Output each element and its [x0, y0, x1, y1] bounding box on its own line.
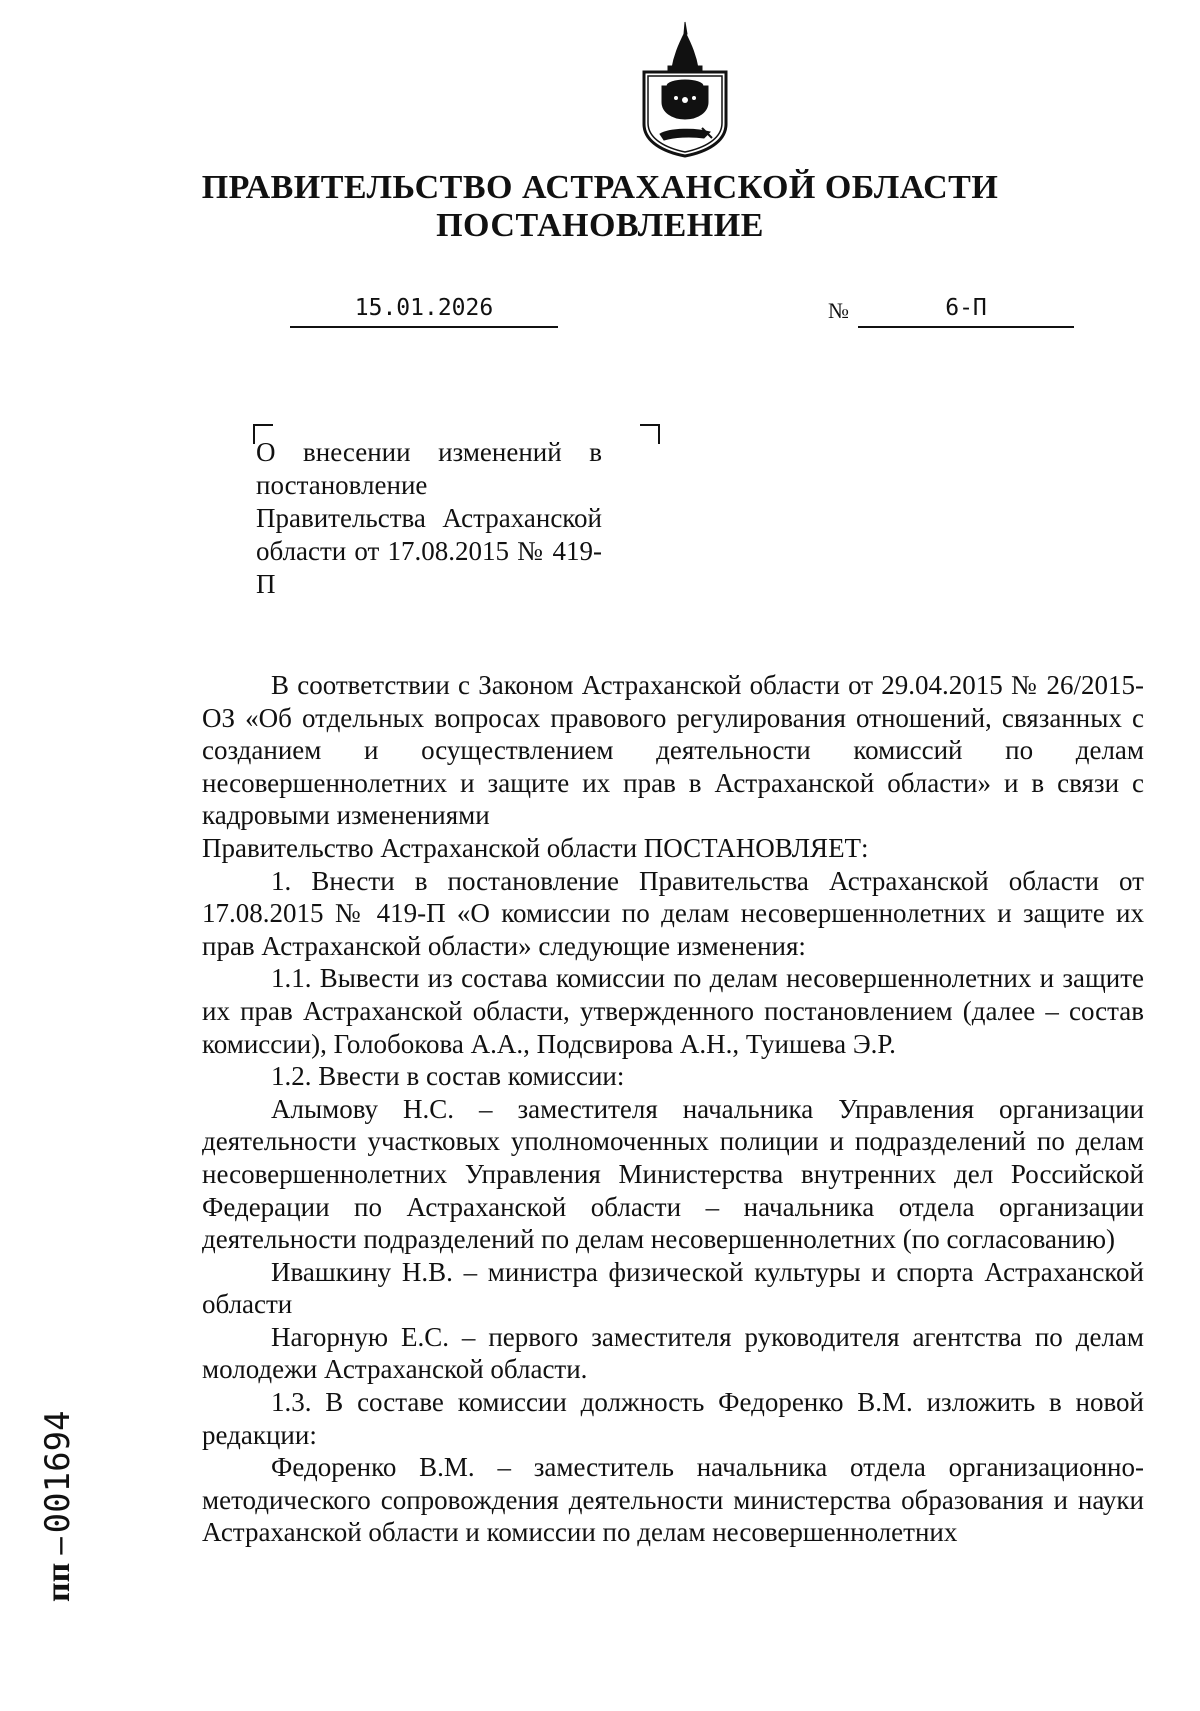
document-body [202, 669, 1144, 1549]
item-1-1: 1.1. Вывести из состава комиссии по делам несовершеннолетних и защите их прав Астраханской области, утвержденного постановлением (далее – состав комиссии), Голобокова А.А., Подсвирова А.Н., Туишева Э.Р. [202, 963, 1144, 1059]
government-title: ПРАВИТЕЛЬСТВО АСТРАХАНСКОЙ ОБЛАСТИ [201, 169, 999, 206]
coat-of-arms-icon [640, 20, 730, 158]
serial-prefix: пп – [40, 1537, 77, 1602]
item-1: 1. Внести в постановление Правительства Астраханской области от 17.08.2015 № 419-П «О комиссии по делам несовершеннолетних и защите их прав Астраханской области» следующие изменения: [202, 865, 1144, 961]
subject-bracket-right [640, 424, 660, 444]
document-type: ПОСТАНОВЛЕНИЕ [436, 207, 764, 244]
number-sign: № [828, 298, 849, 323]
member-fedorenko: Федоренко В.М. – заместитель начальника отдела организационно-методического сопровождения деятельности министерства образования и науки Астраханской области и комиссии по делам несовершеннолетних [202, 1452, 1144, 1548]
member-nagornaya: Нагорную Е.С. – первого заместителя руководителя агентства по делам молодежи Астраханской области. [202, 1321, 1144, 1385]
document-number: 6-П [858, 292, 1074, 328]
preamble-paragraph: В соответствии с Законом Астраханской области от 29.04.2015 № 26/2015-ОЗ «Об отдельных вопросах правового регулирования отношений, связанных с созданием и осуществлением деятельности комиссий по делам несовершеннолетних и защите их прав в Астраханской области» и в связи с кадровыми изменениями [202, 670, 1144, 831]
serial-code: 001694 [38, 1410, 78, 1534]
item-1-2: 1.2. Ввести в состав комиссии: [271, 1061, 625, 1092]
item-1-3: 1.3. В составе комиссии должность Федоренко В.М. изложить в новой редакции: [202, 1387, 1144, 1450]
document-date: 15.01.2026 [290, 292, 558, 328]
serial-number [38, 1402, 78, 1602]
document-subject: О внесении изменений в постановление Правительства Астраханской области от 17.08.2015 № 419-П [256, 437, 602, 599]
member-ivashkina: Ивашкину Н.В. – министра физической культуры и спорта Астраханской области [202, 1256, 1144, 1320]
member-alymova: Алымову Н.С. – заместителя начальника Управления организации деятельности участковых уполномоченных полиции и подразделений по делам несовершеннолетних Управления Министерства внутренних дел Российской Федерации по Астраханской области – начальника отдела организации деятельности подразделений по делам несовершеннолетних (по согласованию) [202, 1093, 1144, 1255]
resolves-paragraph: Правительство Астраханской области ПОСТАНОВЛЯЕТ: [202, 832, 869, 863]
